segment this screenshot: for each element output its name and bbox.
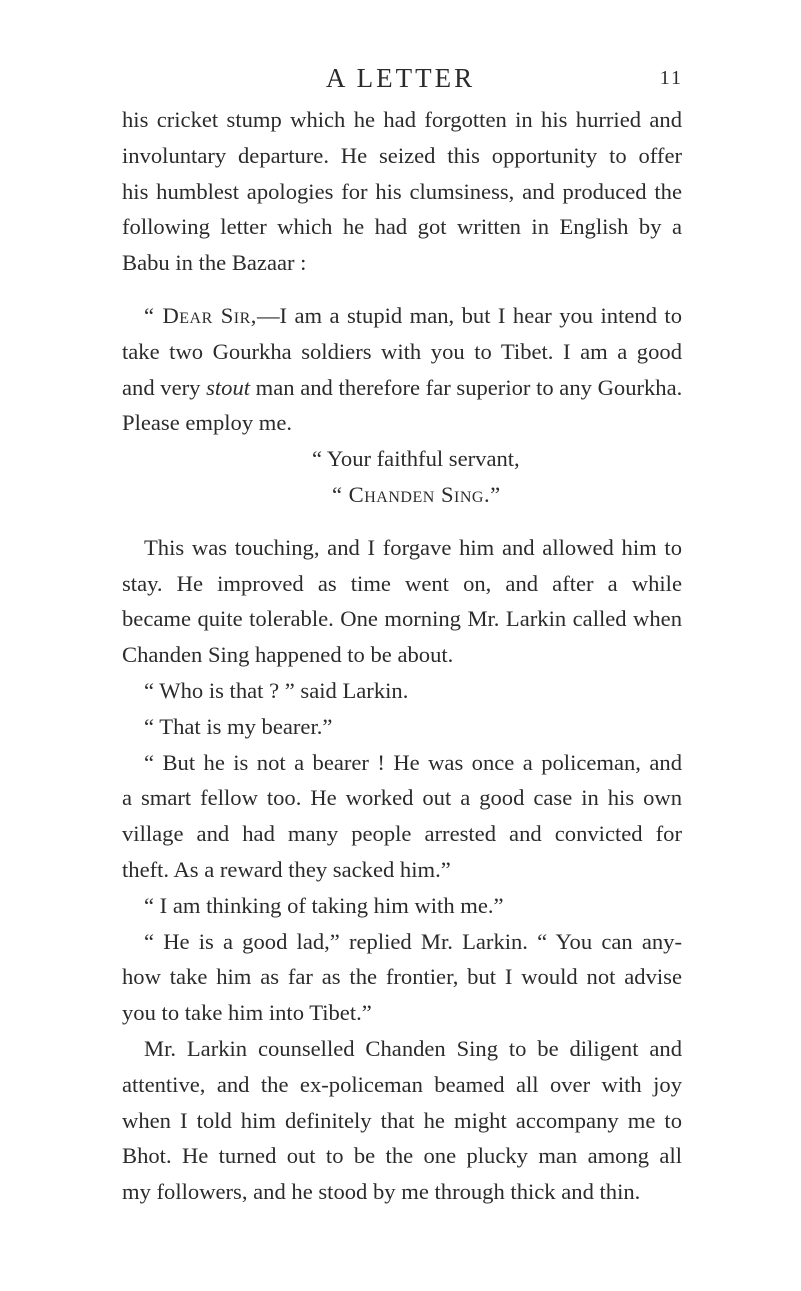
letter-line: [122, 298, 682, 334]
dialogue-paragraph: [122, 924, 682, 1031]
text-line: my followers, and he stood by me through thick and thin.: [122, 1179, 641, 1205]
text-line: Babu in the Bazaar :: [122, 250, 307, 276]
text-line: his humblest apologies for his clumsiness, and produced the: [122, 178, 682, 204]
dialogue-line: [122, 888, 682, 924]
letter-line-text: —I am a stupid man, but I hear you intend to: [256, 302, 683, 328]
letter-text: and very: [122, 374, 207, 400]
text-line: village and had many people arrested and convicted for: [122, 821, 682, 847]
text-line: “ That is my bearer.”: [144, 713, 333, 739]
text-line: his cricket stump which he had forgotten in his hurried and: [122, 107, 682, 132]
text-line: Bhot. He turned out to be the one plucky man among all: [122, 1143, 682, 1169]
letter-line: [122, 370, 682, 406]
body-text: [122, 102, 682, 1210]
paragraph-continuation: [122, 102, 682, 281]
text-line: “ But he is not a bearer ! He was once a policeman, and: [144, 749, 682, 775]
page-number: 11: [659, 67, 683, 89]
paragraph: [122, 530, 682, 673]
text-line: stay. He improved as time went on, and after a while: [122, 570, 682, 596]
letter-closing: “ Your faithful servant,: [312, 446, 520, 472]
text-line: “ I am thinking of taking him with me.”: [144, 892, 504, 918]
text-line: following letter which he had got written in English by a: [122, 214, 682, 240]
text-line: how take him as far as the frontier, but I would not advise: [122, 964, 682, 990]
quoted-letter: [122, 298, 682, 513]
text-line: “ He is a good lad,” replied Mr. Larkin. “ You can any-: [144, 928, 682, 954]
paragraph: [122, 1031, 682, 1210]
text-line: attentive, and the ex-policeman beamed all over with joy: [122, 1071, 682, 1097]
emphasis-text: stout: [206, 374, 251, 400]
running-head: [0, 58, 801, 98]
text-line: became quite tolerable. One morning Mr. Larkin called when: [122, 606, 682, 632]
dialogue-paragraph: [122, 745, 682, 888]
letter-signature: “ Chanden Sing.”: [332, 481, 501, 507]
text-line: “ Who is that ? ” said Larkin.: [144, 677, 409, 703]
text-line: Chanden Sing happened to be about.: [122, 642, 454, 668]
text-line: when I told him definitely that he might accompany me to: [122, 1107, 682, 1133]
letter-line: Please employ me.: [122, 410, 293, 436]
text-line: Mr. Larkin counselled Chanden Sing to be diligent and: [144, 1035, 682, 1061]
letter-salutation: “ Dear Sir,: [144, 302, 257, 328]
text-line: you to take him into Tibet.”: [122, 1000, 372, 1026]
dialogue-line: [122, 709, 682, 745]
letter-line: take two Gourkha soldiers with you to Tibet. I am a good: [122, 338, 682, 364]
text-line: a smart fellow too. He worked out a good case in his own: [122, 785, 682, 811]
text-line: involuntary departure. He seized this opportunity to offer: [122, 142, 682, 168]
running-title: A LETTER: [325, 63, 476, 93]
dialogue-line: [122, 673, 682, 709]
letter-text: man and therefore far superior to any Gourkha.: [250, 374, 683, 400]
text-line: theft. As a reward they sacked him.”: [122, 856, 451, 882]
text-line: This was touching, and I forgave him and allowed him to: [144, 534, 682, 560]
